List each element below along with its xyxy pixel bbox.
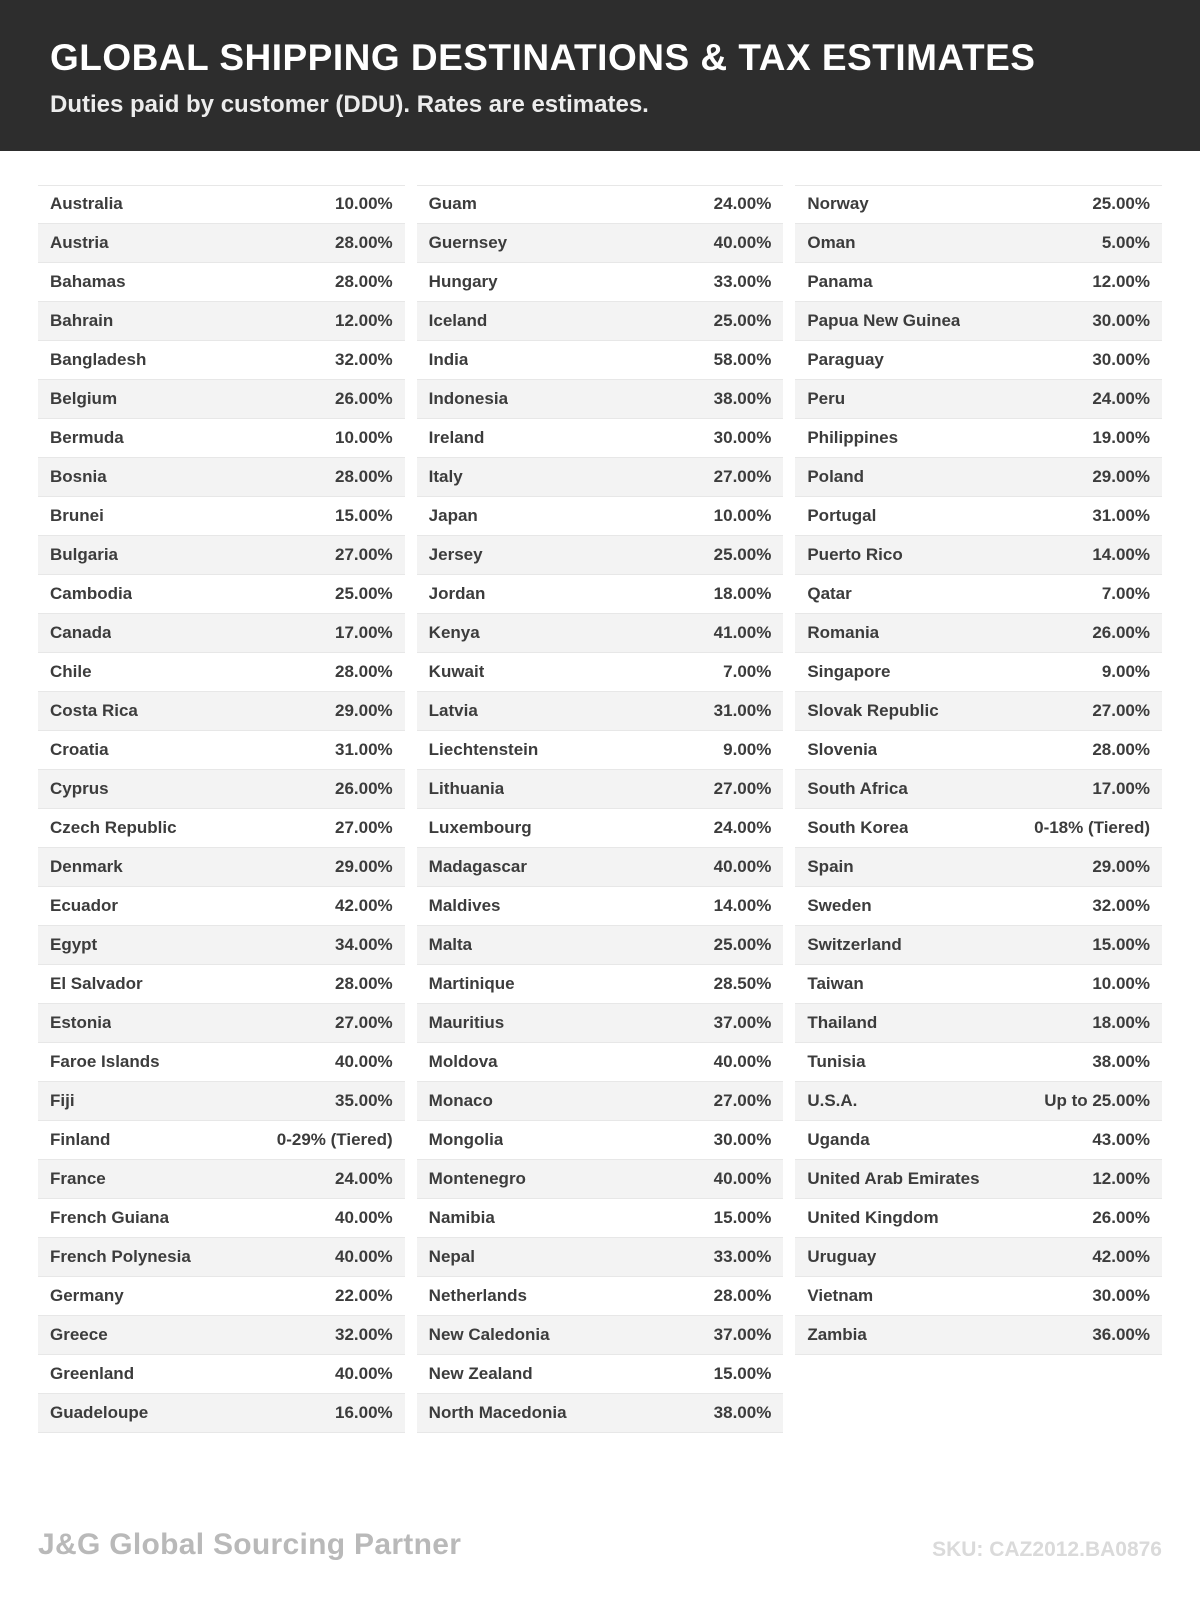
country-name: Austria	[50, 232, 109, 252]
country-name: Philippines	[807, 427, 899, 447]
country-name: Croatia	[50, 739, 109, 759]
tax-rate: 17.00%	[335, 622, 393, 642]
country-name: Netherlands	[428, 1285, 527, 1305]
country-name: Malta	[428, 934, 473, 954]
country-name: New Zealand	[428, 1363, 533, 1383]
tax-rate: 38.00%	[713, 388, 772, 408]
table-row	[417, 185, 784, 224]
tax-rate: 10.00%	[335, 427, 393, 447]
table-row	[795, 380, 1162, 419]
country-name: Montenegro	[428, 1168, 526, 1188]
country-name: Maldives	[428, 895, 501, 915]
table-row	[38, 1355, 405, 1394]
tax-rate: 26.00%	[335, 778, 393, 798]
table-row	[795, 1238, 1162, 1277]
table-row	[38, 926, 405, 965]
country-name: Australia	[50, 194, 123, 214]
country-name: Papua New Guinea	[807, 310, 961, 330]
table-row	[795, 1199, 1162, 1238]
country-name: Iceland	[428, 310, 488, 330]
table-row	[38, 1199, 405, 1238]
table-row	[417, 770, 784, 809]
table-row	[795, 1043, 1162, 1082]
tax-rate: 33.00%	[713, 1246, 772, 1266]
country-name: United Kingdom	[807, 1207, 939, 1227]
tax-rate: 42.00%	[1092, 1246, 1151, 1266]
tax-rate: 25.00%	[1092, 194, 1151, 214]
tax-rate: 24.00%	[713, 194, 772, 214]
tax-rate: 27.00%	[335, 544, 393, 564]
tax-rate: 36.00%	[1092, 1324, 1151, 1344]
country-name: Bermuda	[50, 427, 124, 447]
table-row	[38, 1043, 405, 1082]
tax-rate: 34.00%	[335, 934, 393, 954]
tax-rate: 31.00%	[713, 700, 772, 720]
country-name: Taiwan	[807, 973, 864, 993]
country-name: Norway	[807, 194, 869, 214]
country-name: Liechtenstein	[428, 739, 539, 759]
table-row	[38, 1121, 405, 1160]
country-name: Slovak Republic	[807, 700, 939, 720]
table-row	[795, 1004, 1162, 1043]
page-subtitle: Duties paid by customer (DDU). Rates are estimates.	[50, 90, 649, 118]
country-name: Jersey	[428, 544, 483, 564]
table-row	[417, 1277, 784, 1316]
tax-rate: 18.00%	[713, 583, 772, 603]
table-row	[417, 1043, 784, 1082]
tax-rate: 0-29% (Tiered)	[276, 1129, 393, 1149]
rate-column-2	[417, 185, 784, 1433]
tax-rate: 27.00%	[713, 1090, 772, 1110]
country-name: Denmark	[50, 856, 123, 876]
country-name: Bulgaria	[50, 544, 119, 564]
country-name: Greece	[50, 1324, 108, 1344]
table-row	[38, 497, 405, 536]
tax-rate: 12.00%	[335, 310, 393, 330]
table-row	[38, 1238, 405, 1277]
tax-rate: 29.00%	[335, 700, 393, 720]
country-name: Kuwait	[428, 661, 485, 681]
country-name: Bahrain	[50, 310, 114, 330]
tax-rate: 37.00%	[713, 1012, 772, 1032]
table-row	[417, 1238, 784, 1277]
table-row	[795, 848, 1162, 887]
country-name: Fiji	[50, 1090, 75, 1110]
tax-rate: 24.00%	[1092, 388, 1151, 408]
country-name: Egypt	[50, 934, 98, 954]
country-name: Ireland	[428, 427, 485, 447]
tax-rate: 37.00%	[713, 1324, 772, 1344]
table-row	[38, 887, 405, 926]
tax-rate: 15.00%	[1092, 934, 1151, 954]
country-name: Martinique	[428, 973, 515, 993]
table-row	[417, 731, 784, 770]
country-name: Faroe Islands	[50, 1051, 160, 1071]
country-name: Japan	[428, 505, 478, 525]
tax-rate: 40.00%	[335, 1207, 393, 1227]
tax-rate: 17.00%	[1092, 778, 1151, 798]
tax-rate: 32.00%	[335, 349, 393, 369]
page-footer	[38, 1528, 1162, 1562]
table-row	[417, 497, 784, 536]
table-row	[417, 341, 784, 380]
country-name: Portugal	[807, 505, 877, 525]
tax-rate: 9.00%	[1101, 661, 1151, 681]
table-row	[795, 1082, 1162, 1121]
table-row	[417, 1121, 784, 1160]
country-name: French Polynesia	[50, 1246, 191, 1266]
tax-rate: 27.00%	[335, 817, 393, 837]
tax-rate: 41.00%	[713, 622, 772, 642]
table-row	[417, 653, 784, 692]
table-row	[38, 1316, 405, 1355]
table-row	[38, 614, 405, 653]
country-name: Zambia	[807, 1324, 867, 1344]
country-name: Namibia	[428, 1207, 495, 1227]
country-name: Luxembourg	[428, 817, 532, 837]
tax-rate: 24.00%	[713, 817, 772, 837]
table-row	[795, 653, 1162, 692]
tax-rate: 30.00%	[1092, 310, 1151, 330]
tax-rate: 26.00%	[1092, 1207, 1151, 1227]
table-row	[417, 848, 784, 887]
table-row	[417, 614, 784, 653]
table-row	[38, 692, 405, 731]
tax-rate: 28.00%	[1092, 739, 1151, 759]
table-row	[795, 614, 1162, 653]
table-row	[38, 185, 405, 224]
table-row	[38, 302, 405, 341]
table-row	[795, 887, 1162, 926]
table-row	[417, 575, 784, 614]
tax-rate: 28.00%	[713, 1285, 772, 1305]
tax-rate: 28.50%	[713, 973, 772, 993]
table-row	[795, 731, 1162, 770]
tax-rate: 40.00%	[335, 1051, 393, 1071]
table-row	[795, 1160, 1162, 1199]
country-name: Nepal	[428, 1246, 475, 1266]
country-name: Qatar	[807, 583, 852, 603]
tax-rate: 40.00%	[713, 232, 772, 252]
table-row	[38, 536, 405, 575]
tax-rate: 24.00%	[335, 1168, 393, 1188]
tax-rate: 35.00%	[335, 1090, 393, 1110]
table-row	[795, 185, 1162, 224]
tax-rate: 27.00%	[713, 778, 772, 798]
country-name: Singapore	[807, 661, 891, 681]
tax-rate: 26.00%	[1092, 622, 1151, 642]
tax-rate: 12.00%	[1092, 271, 1151, 291]
country-name: Cambodia	[50, 583, 133, 603]
country-name: Kenya	[428, 622, 480, 642]
table-row	[417, 302, 784, 341]
country-name: Monaco	[428, 1090, 493, 1110]
country-name: Uruguay	[807, 1246, 877, 1266]
table-row	[417, 536, 784, 575]
tax-rate: Up to 25.00%	[1044, 1090, 1151, 1110]
country-name: India	[428, 349, 469, 369]
table-row	[795, 965, 1162, 1004]
country-name: Guam	[428, 194, 477, 214]
tax-rate: 38.00%	[1092, 1051, 1151, 1071]
country-name: Cyprus	[50, 778, 109, 798]
country-name: Jordan	[428, 583, 486, 603]
table-row	[417, 1082, 784, 1121]
table-row	[38, 419, 405, 458]
tax-rate: 30.00%	[713, 1129, 772, 1149]
tax-rate: 18.00%	[1092, 1012, 1151, 1032]
table-row	[417, 224, 784, 263]
tax-rate: 10.00%	[1092, 973, 1151, 993]
country-name: Paraguay	[807, 349, 884, 369]
table-row	[795, 458, 1162, 497]
tax-rate: 14.00%	[713, 895, 772, 915]
country-name: Bahamas	[50, 271, 126, 291]
brand-text: J&G Global Sourcing Partner	[38, 1528, 462, 1561]
country-name: Mauritius	[428, 1012, 505, 1032]
country-name: Bangladesh	[50, 349, 147, 369]
table-row	[417, 1355, 784, 1394]
country-name: Ecuador	[50, 895, 119, 915]
table-row	[417, 965, 784, 1004]
tax-rate: 22.00%	[335, 1285, 393, 1305]
tax-rate: 28.00%	[335, 466, 393, 486]
table-row	[417, 380, 784, 419]
header-banner	[0, 0, 1200, 151]
country-name: Vietnam	[807, 1285, 874, 1305]
country-name: Poland	[807, 466, 865, 486]
table-row	[38, 575, 405, 614]
table-row	[417, 887, 784, 926]
tax-rate: 25.00%	[713, 544, 772, 564]
tax-rate: 29.00%	[335, 856, 393, 876]
country-name: Belgium	[50, 388, 118, 408]
tax-rate: 25.00%	[713, 310, 772, 330]
country-name: Moldova	[428, 1051, 498, 1071]
sku-text: SKU: CAZ2012.BA0876	[932, 1538, 1162, 1561]
table-row	[38, 380, 405, 419]
tax-rate: 33.00%	[713, 271, 772, 291]
country-name: United Arab Emirates	[807, 1168, 980, 1188]
country-name: Greenland	[50, 1363, 135, 1383]
tax-rate: 14.00%	[1092, 544, 1151, 564]
table-row	[38, 458, 405, 497]
country-name: French Guiana	[50, 1207, 170, 1227]
tax-rate: 9.00%	[723, 739, 772, 759]
table-row	[417, 1394, 784, 1433]
country-name: Slovenia	[807, 739, 878, 759]
tax-rate: 27.00%	[713, 466, 772, 486]
table-row	[417, 1316, 784, 1355]
tax-rate: 30.00%	[1092, 1285, 1151, 1305]
table-row	[38, 731, 405, 770]
country-name: Bosnia	[50, 466, 107, 486]
country-name: Peru	[807, 388, 846, 408]
table-row	[417, 1004, 784, 1043]
tax-rate: 28.00%	[335, 973, 393, 993]
tax-rate: 16.00%	[335, 1402, 393, 1422]
tax-rate: 15.00%	[713, 1207, 772, 1227]
table-row	[38, 263, 405, 302]
rate-column-1	[38, 185, 405, 1433]
table-row	[795, 419, 1162, 458]
tax-rate: 29.00%	[1092, 466, 1151, 486]
country-name: Thailand	[807, 1012, 878, 1032]
table-row	[795, 497, 1162, 536]
country-name: Latvia	[428, 700, 478, 720]
tax-rate: 30.00%	[713, 427, 772, 447]
tax-rate: 31.00%	[335, 739, 393, 759]
country-name: U.S.A.	[807, 1090, 858, 1110]
tax-rate: 40.00%	[713, 1168, 772, 1188]
country-name: Panama	[807, 271, 873, 291]
table-row	[38, 1082, 405, 1121]
tax-rate: 40.00%	[713, 1051, 772, 1071]
tax-rate: 7.00%	[723, 661, 772, 681]
table-row	[795, 1277, 1162, 1316]
country-name: Tunisia	[807, 1051, 866, 1071]
country-name: North Macedonia	[428, 1402, 567, 1422]
table-row	[38, 1394, 405, 1433]
country-name: Madagascar	[428, 856, 527, 876]
country-name: Romania	[807, 622, 880, 642]
table-row	[795, 926, 1162, 965]
country-name: Sweden	[807, 895, 872, 915]
table-row	[795, 302, 1162, 341]
table-row	[417, 419, 784, 458]
table-row	[795, 770, 1162, 809]
tax-rate: 32.00%	[335, 1324, 393, 1344]
table-row	[38, 965, 405, 1004]
country-name: Oman	[807, 232, 856, 252]
table-row	[795, 536, 1162, 575]
table-row	[38, 653, 405, 692]
country-name: France	[50, 1168, 106, 1188]
table-row	[795, 692, 1162, 731]
table-row	[417, 809, 784, 848]
tax-rate: 28.00%	[335, 271, 393, 291]
tax-rate: 40.00%	[335, 1363, 393, 1383]
country-name: Canada	[50, 622, 112, 642]
tax-rate: 5.00%	[1101, 232, 1151, 252]
table-row	[795, 341, 1162, 380]
country-name: New Caledonia	[428, 1324, 550, 1344]
table-row	[417, 1160, 784, 1199]
country-name: Estonia	[50, 1012, 112, 1032]
tax-rate: 26.00%	[335, 388, 393, 408]
country-name: Puerto Rico	[807, 544, 903, 564]
tax-rate: 15.00%	[713, 1363, 772, 1383]
table-row	[417, 458, 784, 497]
table-row	[417, 263, 784, 302]
country-name: Indonesia	[428, 388, 509, 408]
tax-rate: 28.00%	[335, 661, 393, 681]
table-row	[795, 809, 1162, 848]
table-row	[38, 1277, 405, 1316]
tax-rate: 29.00%	[1092, 856, 1151, 876]
tax-rate: 15.00%	[335, 505, 393, 525]
country-name: Brunei	[50, 505, 104, 525]
country-name: Guadeloupe	[50, 1402, 149, 1422]
tax-rate: 38.00%	[713, 1402, 772, 1422]
country-name: Costa Rica	[50, 700, 138, 720]
tax-rate: 40.00%	[713, 856, 772, 876]
country-name: South Africa	[807, 778, 908, 798]
table-row	[417, 692, 784, 731]
tax-rate: 31.00%	[1092, 505, 1151, 525]
country-name: Finland	[50, 1129, 111, 1149]
country-name: Chile	[50, 661, 92, 681]
country-name: South Korea	[807, 817, 909, 837]
country-name: Czech Republic	[50, 817, 177, 837]
table-row	[795, 1121, 1162, 1160]
tax-rate: 10.00%	[713, 505, 772, 525]
tax-rate: 27.00%	[335, 1012, 393, 1032]
tax-rate: 0-18% (Tiered)	[1034, 817, 1151, 837]
tax-rate: 10.00%	[335, 194, 393, 214]
table-row	[38, 770, 405, 809]
country-name: Italy	[428, 466, 463, 486]
tax-rate: 30.00%	[1092, 349, 1151, 369]
tax-rate: 12.00%	[1092, 1168, 1151, 1188]
country-name: El Salvador	[50, 973, 143, 993]
tax-rate: 43.00%	[1092, 1129, 1151, 1149]
country-name: Hungary	[428, 271, 498, 291]
country-name: Spain	[807, 856, 854, 876]
table-row	[38, 1004, 405, 1043]
country-name: Lithuania	[428, 778, 505, 798]
table-row	[795, 224, 1162, 263]
tax-rate: 25.00%	[713, 934, 772, 954]
table-row	[417, 926, 784, 965]
tax-rate: 42.00%	[335, 895, 393, 915]
rate-column-3	[795, 185, 1162, 1355]
tax-rate: 25.00%	[335, 583, 393, 603]
table-row	[417, 1199, 784, 1238]
country-name: Switzerland	[807, 934, 902, 954]
tax-rate: 19.00%	[1092, 427, 1151, 447]
rates-table	[0, 151, 1200, 1433]
table-row	[38, 1160, 405, 1199]
table-row	[795, 1316, 1162, 1355]
tax-rate: 28.00%	[335, 232, 393, 252]
tax-rate: 58.00%	[713, 349, 772, 369]
country-name: Germany	[50, 1285, 124, 1305]
page-title: GLOBAL SHIPPING DESTINATIONS & TAX ESTIMATES	[50, 37, 1036, 78]
country-name: Guernsey	[428, 232, 508, 252]
table-row	[795, 263, 1162, 302]
table-row	[38, 809, 405, 848]
table-row	[38, 848, 405, 887]
tax-rate: 27.00%	[1092, 700, 1151, 720]
tax-rate: 40.00%	[335, 1246, 393, 1266]
table-row	[795, 575, 1162, 614]
table-row	[38, 341, 405, 380]
tax-rate: 7.00%	[1101, 583, 1151, 603]
country-name: Mongolia	[428, 1129, 504, 1149]
tax-rate: 32.00%	[1092, 895, 1151, 915]
country-name: Uganda	[807, 1129, 870, 1149]
table-row	[38, 224, 405, 263]
